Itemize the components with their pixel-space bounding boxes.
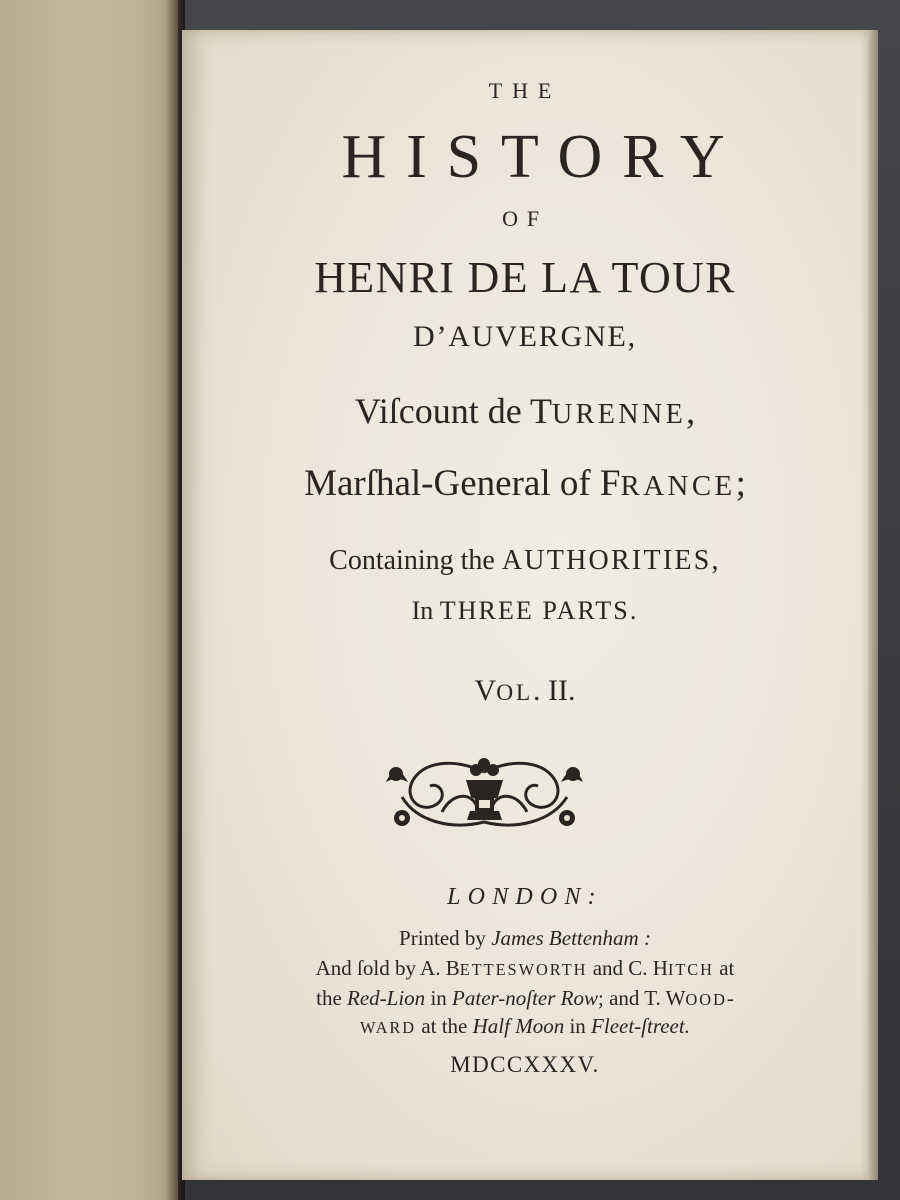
parts-caps: THREE PARTS.: [439, 596, 639, 625]
sold3-a: at the: [416, 1014, 473, 1038]
title-of: OF: [502, 206, 548, 231]
viscount-smallcaps: URENNE: [552, 399, 687, 430]
sold3-b: in: [564, 1014, 592, 1038]
page-edge: [868, 30, 878, 1180]
imprint-sold-line-1: [182, 956, 868, 981]
parts-text: In: [411, 596, 440, 625]
title-name: HENRI DE LA TOUR: [314, 253, 736, 302]
sold2-b: in: [425, 986, 453, 1010]
marshal-text: Marſhal-General of F: [304, 463, 621, 504]
vol-number: . II.: [532, 674, 576, 707]
sold1-smallcaps-2: ITCH: [667, 960, 714, 979]
sold2-italic-1: Red-Lion: [347, 986, 426, 1010]
sold2-smallcaps: OOD: [685, 990, 727, 1009]
title-the: THE: [488, 78, 562, 103]
imprint-date: MDCCXXXV.: [450, 1052, 600, 1077]
sold3-italic-2: Fleet-ſtreet.: [591, 1014, 690, 1038]
sold1-c: at: [713, 956, 735, 980]
title-marshal: [182, 462, 868, 505]
imprint-sold-line-2: [182, 986, 868, 1011]
marshal-punct: ;: [735, 463, 746, 504]
vol-smallcaps: OL: [496, 680, 533, 706]
printed-text: Printed by: [399, 926, 492, 950]
floral-vase-ornament-icon: [382, 752, 587, 840]
sold2-c: ; and T. W: [598, 986, 686, 1010]
sold1-smallcaps-1: ETTESWORTH: [459, 960, 588, 979]
title-containing: [182, 545, 868, 577]
marshal-smallcaps: RANCE: [620, 470, 736, 502]
left-page: [0, 0, 178, 1200]
viscount-punct: ,: [686, 391, 696, 431]
vol-initial: V: [474, 674, 497, 707]
viscount-text: Viſcount de T: [354, 391, 553, 431]
containing-text: Containing the: [329, 545, 502, 576]
sold1-b: and C. H: [587, 956, 668, 980]
imprint-london: LONDON:: [447, 884, 603, 910]
title-page: [182, 30, 868, 1180]
printer-name: James Bettenham :: [491, 926, 651, 950]
sold2-italic-2: Pater-noſter Row: [452, 986, 599, 1010]
containing-caps: AUTHORITIES,: [501, 545, 721, 576]
imprint-printed: [182, 926, 868, 951]
sold3-smallcaps: WARD: [360, 1018, 417, 1037]
title-dauvergne: D’AUVERGNE,: [413, 320, 637, 353]
sold2-d: -: [726, 986, 734, 1010]
volume-number: [182, 674, 868, 708]
title-parts: [182, 596, 868, 626]
title-history: HISTORY: [341, 123, 745, 191]
title-viscount: [182, 390, 868, 432]
imprint-sold-line-3: [182, 1014, 868, 1039]
sold2-a: the: [316, 986, 348, 1010]
sold3-italic-1: Half Moon: [472, 1014, 565, 1038]
sold1-a: And ſold by A. B: [315, 956, 460, 980]
